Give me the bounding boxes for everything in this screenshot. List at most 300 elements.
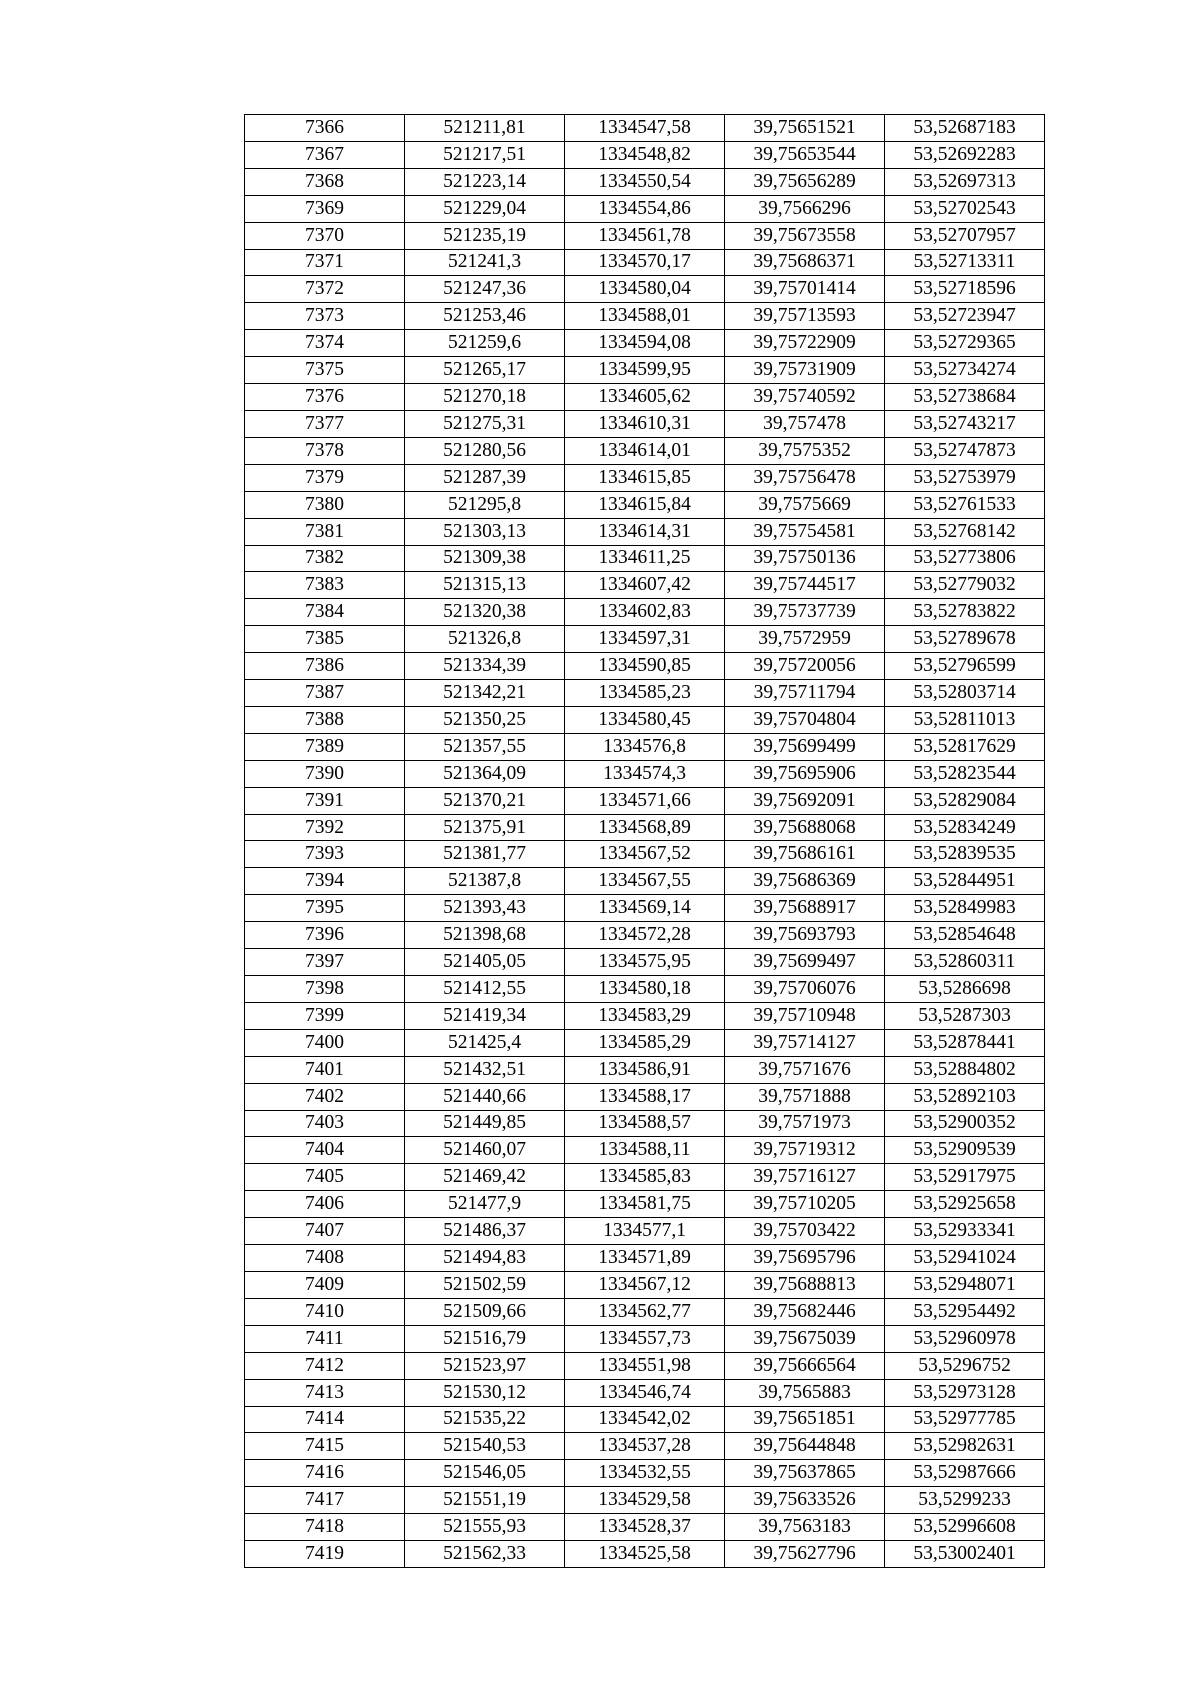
point-number-cell: 7401	[245, 1056, 405, 1083]
x-coordinate-cell: 521494,83	[405, 1245, 565, 1272]
y-coordinate-cell: 1334569,14	[565, 895, 725, 922]
latitude-cell: 53,5286698	[885, 976, 1045, 1003]
longitude-cell: 39,75673558	[725, 222, 885, 249]
longitude-cell: 39,75701414	[725, 276, 885, 303]
point-number-cell: 7414	[245, 1406, 405, 1433]
table-row	[245, 330, 1045, 357]
point-number-cell: 7402	[245, 1083, 405, 1110]
y-coordinate-cell: 1334577,1	[565, 1218, 725, 1245]
table-row	[245, 222, 1045, 249]
point-number-cell: 7374	[245, 330, 405, 357]
latitude-cell: 53,52844951	[885, 868, 1045, 895]
point-number-cell: 7405	[245, 1164, 405, 1191]
table-row	[245, 572, 1045, 599]
y-coordinate-cell: 1334605,62	[565, 384, 725, 411]
x-coordinate-cell: 521530,12	[405, 1379, 565, 1406]
y-coordinate-cell: 1334610,31	[565, 410, 725, 437]
y-coordinate-cell: 1334574,3	[565, 760, 725, 787]
table-row	[245, 1002, 1045, 1029]
point-number-cell: 7388	[245, 706, 405, 733]
x-coordinate-cell: 521370,21	[405, 787, 565, 814]
y-coordinate-cell: 1334611,25	[565, 545, 725, 572]
table-row	[245, 976, 1045, 1003]
longitude-cell: 39,75740592	[725, 384, 885, 411]
table-row	[245, 1271, 1045, 1298]
longitude-cell: 39,7575669	[725, 491, 885, 518]
x-coordinate-cell: 521357,55	[405, 733, 565, 760]
point-number-cell: 7396	[245, 922, 405, 949]
x-coordinate-cell: 521309,38	[405, 545, 565, 572]
table-row	[245, 464, 1045, 491]
latitude-cell: 53,52834249	[885, 814, 1045, 841]
table-row	[245, 1245, 1045, 1272]
longitude-cell: 39,75675039	[725, 1325, 885, 1352]
point-number-cell: 7383	[245, 572, 405, 599]
longitude-cell: 39,7571676	[725, 1056, 885, 1083]
table-row	[245, 1460, 1045, 1487]
longitude-cell: 39,75737739	[725, 599, 885, 626]
point-number-cell: 7387	[245, 680, 405, 707]
y-coordinate-cell: 1334602,83	[565, 599, 725, 626]
x-coordinate-cell: 521326,8	[405, 626, 565, 653]
x-coordinate-cell: 521315,13	[405, 572, 565, 599]
table-row	[245, 626, 1045, 653]
x-coordinate-cell: 521502,59	[405, 1271, 565, 1298]
point-number-cell: 7398	[245, 976, 405, 1003]
table-row	[245, 410, 1045, 437]
longitude-cell: 39,757478	[725, 410, 885, 437]
latitude-cell: 53,52977785	[885, 1406, 1045, 1433]
x-coordinate-cell: 521265,17	[405, 357, 565, 384]
latitude-cell: 53,52702543	[885, 195, 1045, 222]
latitude-cell: 53,52753979	[885, 464, 1045, 491]
longitude-cell: 39,7575352	[725, 437, 885, 464]
y-coordinate-cell: 1334567,55	[565, 868, 725, 895]
latitude-cell: 53,52909539	[885, 1137, 1045, 1164]
latitude-cell: 53,52892103	[885, 1083, 1045, 1110]
x-coordinate-cell: 521217,51	[405, 141, 565, 168]
x-coordinate-cell: 521393,43	[405, 895, 565, 922]
point-number-cell: 7404	[245, 1137, 405, 1164]
longitude-cell: 39,75710948	[725, 1002, 885, 1029]
latitude-cell: 53,52948071	[885, 1271, 1045, 1298]
point-number-cell: 7386	[245, 653, 405, 680]
longitude-cell: 39,75651851	[725, 1406, 885, 1433]
x-coordinate-cell: 521364,09	[405, 760, 565, 787]
y-coordinate-cell: 1334599,95	[565, 357, 725, 384]
table-row	[245, 1352, 1045, 1379]
table-row	[245, 1056, 1045, 1083]
x-coordinate-cell: 521460,07	[405, 1137, 565, 1164]
latitude-cell: 53,52796599	[885, 653, 1045, 680]
longitude-cell: 39,7563183	[725, 1514, 885, 1541]
point-number-cell: 7376	[245, 384, 405, 411]
table-row	[245, 1218, 1045, 1245]
longitude-cell: 39,75756478	[725, 464, 885, 491]
longitude-cell: 39,75722909	[725, 330, 885, 357]
longitude-cell: 39,7571888	[725, 1083, 885, 1110]
point-number-cell: 7390	[245, 760, 405, 787]
y-coordinate-cell: 1334557,73	[565, 1325, 725, 1352]
latitude-cell: 53,52982631	[885, 1433, 1045, 1460]
point-number-cell: 7379	[245, 464, 405, 491]
x-coordinate-cell: 521235,19	[405, 222, 565, 249]
point-number-cell: 7391	[245, 787, 405, 814]
table-row	[245, 868, 1045, 895]
y-coordinate-cell: 1334588,17	[565, 1083, 725, 1110]
longitude-cell: 39,75633526	[725, 1487, 885, 1514]
table-row	[245, 706, 1045, 733]
longitude-cell: 39,75656289	[725, 168, 885, 195]
y-coordinate-cell: 1334561,78	[565, 222, 725, 249]
x-coordinate-cell: 521375,91	[405, 814, 565, 841]
y-coordinate-cell: 1334567,52	[565, 841, 725, 868]
latitude-cell: 53,52839535	[885, 841, 1045, 868]
table-row	[245, 384, 1045, 411]
y-coordinate-cell: 1334580,18	[565, 976, 725, 1003]
latitude-cell: 53,52761533	[885, 491, 1045, 518]
y-coordinate-cell: 1334548,82	[565, 141, 725, 168]
latitude-cell: 53,52687183	[885, 115, 1045, 142]
point-number-cell: 7399	[245, 1002, 405, 1029]
latitude-cell: 53,52960978	[885, 1325, 1045, 1352]
y-coordinate-cell: 1334615,85	[565, 464, 725, 491]
point-number-cell: 7416	[245, 1460, 405, 1487]
y-coordinate-cell: 1334550,54	[565, 168, 725, 195]
longitude-cell: 39,75644848	[725, 1433, 885, 1460]
y-coordinate-cell: 1334588,01	[565, 303, 725, 330]
latitude-cell: 53,52933341	[885, 1218, 1045, 1245]
point-number-cell: 7377	[245, 410, 405, 437]
point-number-cell: 7373	[245, 303, 405, 330]
point-number-cell: 7392	[245, 814, 405, 841]
longitude-cell: 39,7571973	[725, 1110, 885, 1137]
x-coordinate-cell: 521405,05	[405, 949, 565, 976]
table-row	[245, 599, 1045, 626]
y-coordinate-cell: 1334594,08	[565, 330, 725, 357]
x-coordinate-cell: 521469,42	[405, 1164, 565, 1191]
longitude-cell: 39,75716127	[725, 1164, 885, 1191]
x-coordinate-cell: 521387,8	[405, 868, 565, 895]
x-coordinate-cell: 521535,22	[405, 1406, 565, 1433]
latitude-cell: 53,52954492	[885, 1298, 1045, 1325]
x-coordinate-cell: 521540,53	[405, 1433, 565, 1460]
y-coordinate-cell: 1334554,86	[565, 195, 725, 222]
table-row	[245, 1298, 1045, 1325]
y-coordinate-cell: 1334614,31	[565, 518, 725, 545]
latitude-cell: 53,52779032	[885, 572, 1045, 599]
longitude-cell: 39,75719312	[725, 1137, 885, 1164]
latitude-cell: 53,52734274	[885, 357, 1045, 384]
latitude-cell: 53,52860311	[885, 949, 1045, 976]
y-coordinate-cell: 1334572,28	[565, 922, 725, 949]
latitude-cell: 53,52747873	[885, 437, 1045, 464]
y-coordinate-cell: 1334562,77	[565, 1298, 725, 1325]
longitude-cell: 39,7572959	[725, 626, 885, 653]
y-coordinate-cell: 1334542,02	[565, 1406, 725, 1433]
y-coordinate-cell: 1334614,01	[565, 437, 725, 464]
x-coordinate-cell: 521247,36	[405, 276, 565, 303]
x-coordinate-cell: 521320,38	[405, 599, 565, 626]
point-number-cell: 7394	[245, 868, 405, 895]
longitude-cell: 39,75703422	[725, 1218, 885, 1245]
table-row	[245, 1110, 1045, 1137]
latitude-cell: 53,52723947	[885, 303, 1045, 330]
longitude-cell: 39,75653544	[725, 141, 885, 168]
y-coordinate-cell: 1334570,17	[565, 249, 725, 276]
longitude-cell: 39,75637865	[725, 1460, 885, 1487]
x-coordinate-cell: 521287,39	[405, 464, 565, 491]
y-coordinate-cell: 1334607,42	[565, 572, 725, 599]
latitude-cell: 53,52697313	[885, 168, 1045, 195]
x-coordinate-cell: 521419,34	[405, 1002, 565, 1029]
x-coordinate-cell: 521280,56	[405, 437, 565, 464]
x-coordinate-cell: 521449,85	[405, 1110, 565, 1137]
longitude-cell: 39,75686161	[725, 841, 885, 868]
point-number-cell: 7410	[245, 1298, 405, 1325]
longitude-cell: 39,75666564	[725, 1352, 885, 1379]
table-row	[245, 814, 1045, 841]
table-row	[245, 115, 1045, 142]
latitude-cell: 53,52900352	[885, 1110, 1045, 1137]
x-coordinate-cell: 521546,05	[405, 1460, 565, 1487]
longitude-cell: 39,7566296	[725, 195, 885, 222]
point-number-cell: 7409	[245, 1271, 405, 1298]
table-row	[245, 733, 1045, 760]
y-coordinate-cell: 1334551,98	[565, 1352, 725, 1379]
latitude-cell: 53,5296752	[885, 1352, 1045, 1379]
x-coordinate-cell: 521275,31	[405, 410, 565, 437]
y-coordinate-cell: 1334581,75	[565, 1191, 725, 1218]
table-row	[245, 1379, 1045, 1406]
longitude-cell: 39,75695796	[725, 1245, 885, 1272]
point-number-cell: 7417	[245, 1487, 405, 1514]
table-row	[245, 1083, 1045, 1110]
longitude-cell: 39,75688917	[725, 895, 885, 922]
table-row	[245, 841, 1045, 868]
latitude-cell: 53,52743217	[885, 410, 1045, 437]
table-row	[245, 249, 1045, 276]
longitude-cell: 39,75627796	[725, 1541, 885, 1568]
coordinates-table-body	[245, 115, 1045, 1568]
latitude-cell: 53,52773806	[885, 545, 1045, 572]
point-number-cell: 7411	[245, 1325, 405, 1352]
y-coordinate-cell: 1334615,84	[565, 491, 725, 518]
x-coordinate-cell: 521211,81	[405, 115, 565, 142]
y-coordinate-cell: 1334583,29	[565, 1002, 725, 1029]
table-row	[245, 949, 1045, 976]
latitude-cell: 53,52973128	[885, 1379, 1045, 1406]
latitude-cell: 53,5299233	[885, 1487, 1045, 1514]
y-coordinate-cell: 1334529,58	[565, 1487, 725, 1514]
table-row	[245, 437, 1045, 464]
point-number-cell: 7367	[245, 141, 405, 168]
table-row	[245, 518, 1045, 545]
table-row	[245, 680, 1045, 707]
y-coordinate-cell: 1334585,23	[565, 680, 725, 707]
point-number-cell: 7395	[245, 895, 405, 922]
x-coordinate-cell: 521509,66	[405, 1298, 565, 1325]
y-coordinate-cell: 1334532,55	[565, 1460, 725, 1487]
latitude-cell: 53,52718596	[885, 276, 1045, 303]
latitude-cell: 53,52768142	[885, 518, 1045, 545]
table-row	[245, 1164, 1045, 1191]
longitude-cell: 39,75693793	[725, 922, 885, 949]
longitude-cell: 39,75699497	[725, 949, 885, 976]
y-coordinate-cell: 1334580,45	[565, 706, 725, 733]
y-coordinate-cell: 1334568,89	[565, 814, 725, 841]
x-coordinate-cell: 521562,33	[405, 1541, 565, 1568]
table-row	[245, 1137, 1045, 1164]
table-row	[245, 1514, 1045, 1541]
latitude-cell: 53,52878441	[885, 1029, 1045, 1056]
point-number-cell: 7384	[245, 599, 405, 626]
x-coordinate-cell: 521555,93	[405, 1514, 565, 1541]
latitude-cell: 53,52941024	[885, 1245, 1045, 1272]
longitude-cell: 39,75750136	[725, 545, 885, 572]
point-number-cell: 7393	[245, 841, 405, 868]
point-number-cell: 7400	[245, 1029, 405, 1056]
table-row	[245, 545, 1045, 572]
table-row	[245, 895, 1045, 922]
latitude-cell: 53,52996608	[885, 1514, 1045, 1541]
latitude-cell: 53,52707957	[885, 222, 1045, 249]
point-number-cell: 7382	[245, 545, 405, 572]
latitude-cell: 53,52917975	[885, 1164, 1045, 1191]
table-row	[245, 1433, 1045, 1460]
latitude-cell: 53,52823544	[885, 760, 1045, 787]
y-coordinate-cell: 1334567,12	[565, 1271, 725, 1298]
longitude-cell: 39,75706076	[725, 976, 885, 1003]
longitude-cell: 39,75695906	[725, 760, 885, 787]
longitude-cell: 39,75754581	[725, 518, 885, 545]
point-number-cell: 7380	[245, 491, 405, 518]
longitude-cell: 39,75704804	[725, 706, 885, 733]
y-coordinate-cell: 1334571,89	[565, 1245, 725, 1272]
latitude-cell: 53,52783822	[885, 599, 1045, 626]
point-number-cell: 7366	[245, 115, 405, 142]
y-coordinate-cell: 1334585,83	[565, 1164, 725, 1191]
longitude-cell: 39,75686369	[725, 868, 885, 895]
latitude-cell: 53,52789678	[885, 626, 1045, 653]
longitude-cell: 39,75720056	[725, 653, 885, 680]
table-row	[245, 922, 1045, 949]
table-row	[245, 1406, 1045, 1433]
point-number-cell: 7372	[245, 276, 405, 303]
latitude-cell: 53,52925658	[885, 1191, 1045, 1218]
point-number-cell: 7375	[245, 357, 405, 384]
table-row	[245, 787, 1045, 814]
point-number-cell: 7412	[245, 1352, 405, 1379]
x-coordinate-cell: 521229,04	[405, 195, 565, 222]
x-coordinate-cell: 521440,66	[405, 1083, 565, 1110]
x-coordinate-cell: 521342,21	[405, 680, 565, 707]
point-number-cell: 7369	[245, 195, 405, 222]
y-coordinate-cell: 1334537,28	[565, 1433, 725, 1460]
latitude-cell: 53,53002401	[885, 1541, 1045, 1568]
x-coordinate-cell: 521253,46	[405, 303, 565, 330]
longitude-cell: 39,75710205	[725, 1191, 885, 1218]
longitude-cell: 39,75682446	[725, 1298, 885, 1325]
x-coordinate-cell: 521223,14	[405, 168, 565, 195]
table-row	[245, 1325, 1045, 1352]
x-coordinate-cell: 521425,4	[405, 1029, 565, 1056]
longitude-cell: 39,75744517	[725, 572, 885, 599]
point-number-cell: 7385	[245, 626, 405, 653]
x-coordinate-cell: 521303,13	[405, 518, 565, 545]
table-row	[245, 1191, 1045, 1218]
y-coordinate-cell: 1334586,91	[565, 1056, 725, 1083]
longitude-cell: 39,75713593	[725, 303, 885, 330]
x-coordinate-cell: 521398,68	[405, 922, 565, 949]
table-row	[245, 760, 1045, 787]
latitude-cell: 53,52713311	[885, 249, 1045, 276]
x-coordinate-cell: 521259,6	[405, 330, 565, 357]
x-coordinate-cell: 521350,25	[405, 706, 565, 733]
point-number-cell: 7419	[245, 1541, 405, 1568]
table-row	[245, 141, 1045, 168]
y-coordinate-cell: 1334585,29	[565, 1029, 725, 1056]
y-coordinate-cell: 1334528,37	[565, 1514, 725, 1541]
x-coordinate-cell: 521486,37	[405, 1218, 565, 1245]
longitude-cell: 39,75688068	[725, 814, 885, 841]
x-coordinate-cell: 521477,9	[405, 1191, 565, 1218]
x-coordinate-cell: 521270,18	[405, 384, 565, 411]
latitude-cell: 53,52829084	[885, 787, 1045, 814]
table-row	[245, 491, 1045, 518]
y-coordinate-cell: 1334590,85	[565, 653, 725, 680]
latitude-cell: 53,52811013	[885, 706, 1045, 733]
latitude-cell: 53,52987666	[885, 1460, 1045, 1487]
point-number-cell: 7371	[245, 249, 405, 276]
x-coordinate-cell: 521432,51	[405, 1056, 565, 1083]
x-coordinate-cell: 521334,39	[405, 653, 565, 680]
point-number-cell: 7413	[245, 1379, 405, 1406]
latitude-cell: 53,52817629	[885, 733, 1045, 760]
x-coordinate-cell: 521516,79	[405, 1325, 565, 1352]
point-number-cell: 7415	[245, 1433, 405, 1460]
coordinates-table	[244, 114, 1045, 1568]
y-coordinate-cell: 1334588,11	[565, 1137, 725, 1164]
latitude-cell: 53,52849983	[885, 895, 1045, 922]
longitude-cell: 39,75714127	[725, 1029, 885, 1056]
y-coordinate-cell: 1334588,57	[565, 1110, 725, 1137]
table-row	[245, 195, 1045, 222]
x-coordinate-cell: 521412,55	[405, 976, 565, 1003]
point-number-cell: 7389	[245, 733, 405, 760]
x-coordinate-cell: 521295,8	[405, 491, 565, 518]
x-coordinate-cell: 521241,3	[405, 249, 565, 276]
table-row	[245, 303, 1045, 330]
longitude-cell: 39,75699499	[725, 733, 885, 760]
y-coordinate-cell: 1334571,66	[565, 787, 725, 814]
point-number-cell: 7378	[245, 437, 405, 464]
point-number-cell: 7406	[245, 1191, 405, 1218]
y-coordinate-cell: 1334575,95	[565, 949, 725, 976]
table-row	[245, 1541, 1045, 1568]
longitude-cell: 39,75731909	[725, 357, 885, 384]
latitude-cell: 53,52729365	[885, 330, 1045, 357]
table-row	[245, 276, 1045, 303]
point-number-cell: 7381	[245, 518, 405, 545]
table-row	[245, 1029, 1045, 1056]
latitude-cell: 53,52803714	[885, 680, 1045, 707]
table-row	[245, 357, 1045, 384]
table-row	[245, 653, 1045, 680]
x-coordinate-cell: 521523,97	[405, 1352, 565, 1379]
latitude-cell: 53,5287303	[885, 1002, 1045, 1029]
longitude-cell: 39,75711794	[725, 680, 885, 707]
